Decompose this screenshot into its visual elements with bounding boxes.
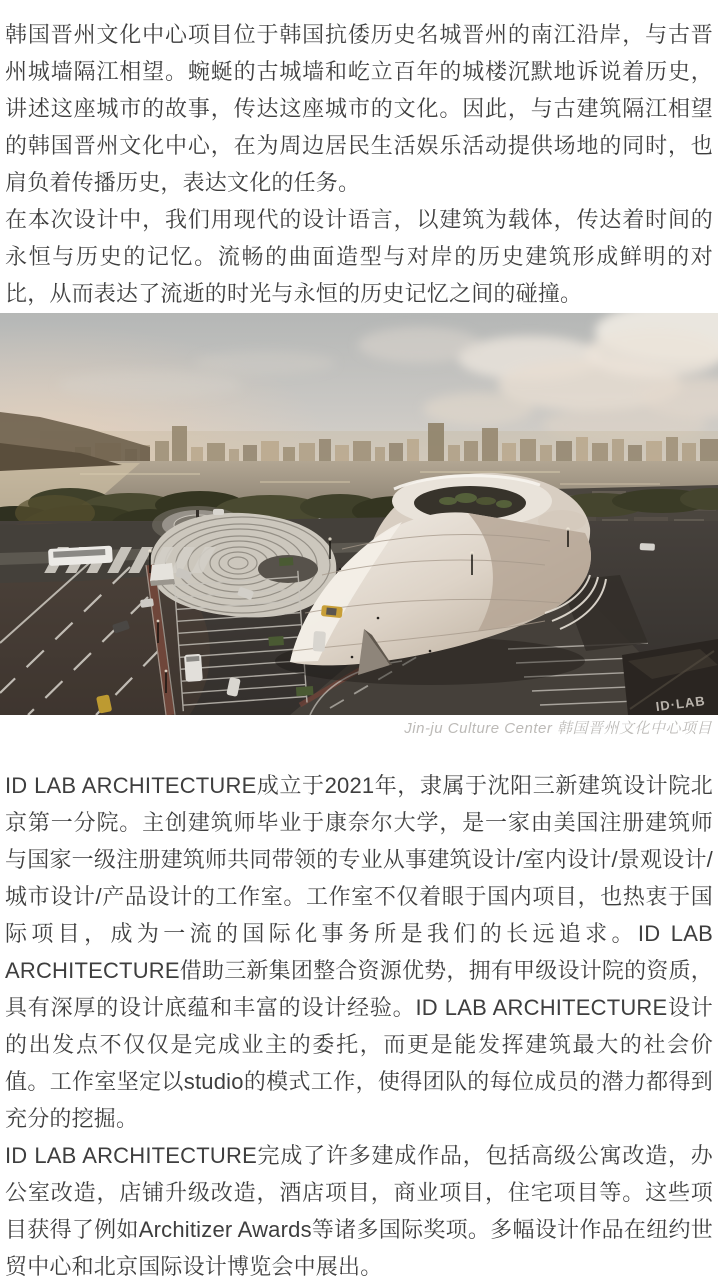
culture-center-rendering-image[interactable] [0, 313, 718, 715]
studio-text [5, 741, 713, 1285]
project-rendering-figure [0, 313, 718, 741]
image-caption: Jin-ju Culture Center 韩国晋州文化中心项目 [404, 720, 712, 737]
intro-text [5, 16, 713, 312]
paragraph-studio-intro: ID LAB ARCHITECTURE成立于2021年，隶属于沈阳三新建筑设计院北京第一分院。主创建筑师毕业于康奈尔大学，是一家由美国注册建筑师与国家一级注册建筑师共同带领的专业从事建筑设计/室内设计/景观设计/城市设计/产品设计的工作室。工作室不仅着眼于国内项目，也热衷于国际项目，成为一流的国际化事务所是我们的长远追求。ID LAB ARCHITECTURE借助三新集团整合资源优势，拥有甲级设计院的资质，具有深厚的设计底蕴和丰富的设计经验。ID LAB ARCHITECTURE设计的出发点不仅仅是完成业主的委托，而更是能发挥建筑最大的社会价值。工作室坚定以studio的模式工作，使得团队的每位成员的潜力都得到充分的挖掘。 [5, 773, 713, 1131]
paragraph-design-concept: 在本次设计中，我们用现代的设计语言，以建筑为载体，传达着时间的永恒与历史的记忆。流畅的曲面造型与对岸的历史建筑形成鲜明的对比，从而表达了流逝的时光与永恒的历史记忆之间的碰撞。 [5, 207, 713, 306]
watermark-text: ID·LAB [654, 693, 707, 715]
paragraph-studio-works: ID LAB ARCHITECTURE完成了许多建成作品，包括高级公寓改造，办公室改造，店铺升级改造，酒店项目，商业项目，住宅项目等。这些项目获得了例如Architizer Awards等诸多国际奖项。多幅设计作品在纽约世贸中心和北京国际设计博览会中展出。 [5, 1143, 713, 1279]
paragraph-project-intro: 韩国晋州文化中心项目位于韩国抗倭历史名城晋州的南江沿岸，与古晋州城墙隔江相望。蜿蜒的古城墙和屹立百年的城楼沉默地诉说着历史，讲述这座城市的故事，传达这座城市的文化。因此，与古建筑隔江相望的韩国晋州文化中心，在为周边居民生活娱乐活动提供场地的同时，也肩负着传播历史，表达文化的任务。 [5, 22, 713, 195]
